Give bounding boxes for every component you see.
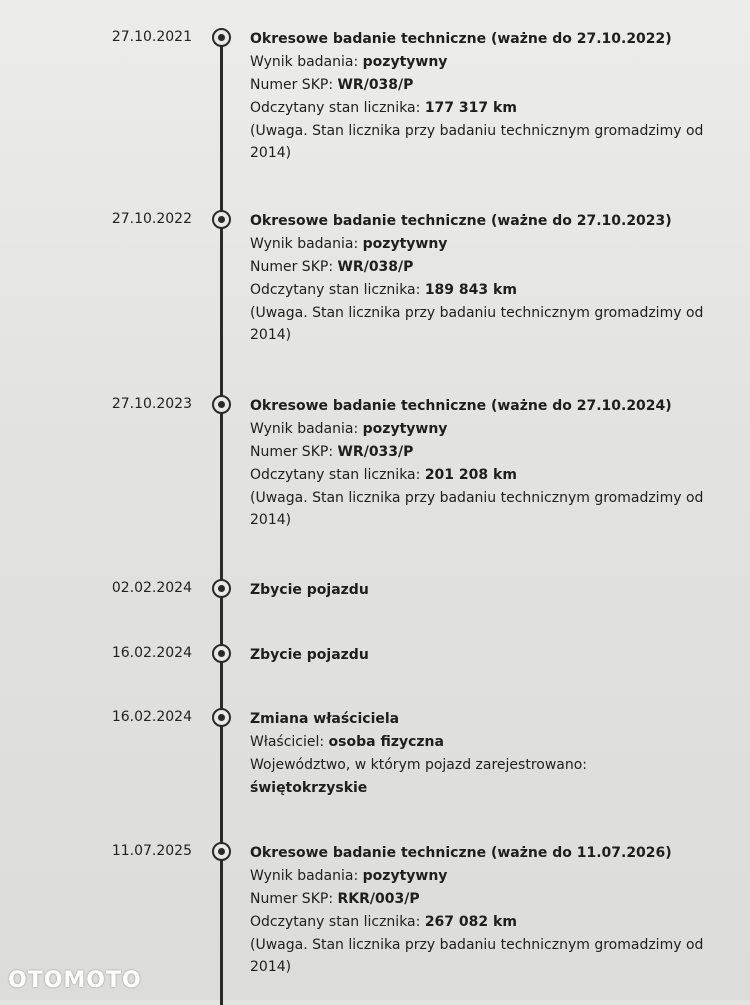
event-date: 16.02.2024 [111,709,192,725]
odometer-label: Odczytany stan licznika: [250,100,421,116]
skp-row [250,441,720,464]
skp-value: WR/033/P [337,444,414,460]
odometer-value: 189 843 km [424,282,517,298]
event-content [250,644,720,667]
timeline-dot-icon [212,708,231,727]
event-date: 02.02.2024 [111,580,192,596]
odometer-label: Odczytany stan licznika: [250,467,421,483]
owner-value: osoba fizyczna [328,734,444,750]
odometer-row [250,97,720,120]
result-label: Wynik badania: [250,868,359,884]
skp-value: WR/038/P [337,259,414,275]
odometer-note: (Uwaga. Stan licznika przy badaniu technicznym gromadzimy od 2014) [250,305,704,343]
result-label: Wynik badania: [250,421,359,437]
timeline-dot-icon [212,579,231,598]
skp-label: Numer SKP: [250,444,334,460]
event-content [250,579,720,602]
result-value: pozytywny [362,421,448,437]
result-row [250,233,720,256]
odometer-label: Odczytany stan licznika: [250,914,421,930]
result-label: Wynik badania: [250,236,359,252]
event-title: Zbycie pojazdu [250,582,369,598]
result-value: pozytywny [362,236,448,252]
odometer-note: (Uwaga. Stan licznika przy badaniu technicznym gromadzimy od 2014) [250,490,704,528]
event-content [250,842,720,978]
event-title: Okresowe badanie techniczne (ważne do 27.10.2023) [250,213,672,229]
skp-row [250,256,720,279]
region-value: świętokrzyskie [250,780,368,796]
timeline-dot-icon [212,28,231,47]
event-content [250,708,720,800]
event-content [250,395,720,531]
result-label: Wynik badania: [250,54,359,70]
timeline-dot-icon [212,644,231,663]
odometer-value: 177 317 km [424,100,517,116]
event-date: 11.07.2025 [111,843,192,859]
owner-label: Właściciel: [250,734,325,750]
skp-value: RKR/003/P [337,891,420,907]
odometer-row [250,279,720,302]
odometer-value: 267 082 km [424,914,517,930]
skp-label: Numer SKP: [250,891,334,907]
event-title: Okresowe badanie techniczne (ważne do 27.10.2024) [250,398,672,414]
otomoto-watermark: OTOMOTO [8,968,142,993]
event-title: Okresowe badanie techniczne (ważne do 27.10.2022) [250,31,672,47]
event-date: 27.10.2021 [111,29,192,45]
event-content [250,210,720,346]
skp-value: WR/038/P [337,77,414,93]
result-value: pozytywny [362,54,448,70]
event-date: 27.10.2023 [111,396,192,412]
event-date: 27.10.2022 [111,211,192,227]
skp-row [250,888,720,911]
event-title: Okresowe badanie techniczne (ważne do 11.07.2026) [250,845,672,861]
odometer-note: (Uwaga. Stan licznika przy badaniu technicznym gromadzimy od 2014) [250,123,704,161]
region-label: Województwo, w którym pojazd zarejestrowano: [250,757,588,773]
odometer-row [250,911,720,934]
skp-label: Numer SKP: [250,259,334,275]
odometer-row [250,464,720,487]
owner-row [250,731,720,754]
result-row [250,418,720,441]
timeline-dot-icon [212,395,231,414]
event-date: 16.02.2024 [111,645,192,661]
result-value: pozytywny [362,868,448,884]
skp-row [250,74,720,97]
odometer-label: Odczytany stan licznika: [250,282,421,298]
odometer-value: 201 208 km [424,467,517,483]
event-title: Zbycie pojazdu [250,647,369,663]
timeline-dot-icon [212,842,231,861]
event-content [250,28,720,164]
event-title: Zmiana właściciela [250,711,400,727]
result-row [250,51,720,74]
timeline-dot-icon [212,210,231,229]
skp-label: Numer SKP: [250,77,334,93]
result-row [250,865,720,888]
odometer-note: (Uwaga. Stan licznika przy badaniu technicznym gromadzimy od 2014) [250,937,704,975]
